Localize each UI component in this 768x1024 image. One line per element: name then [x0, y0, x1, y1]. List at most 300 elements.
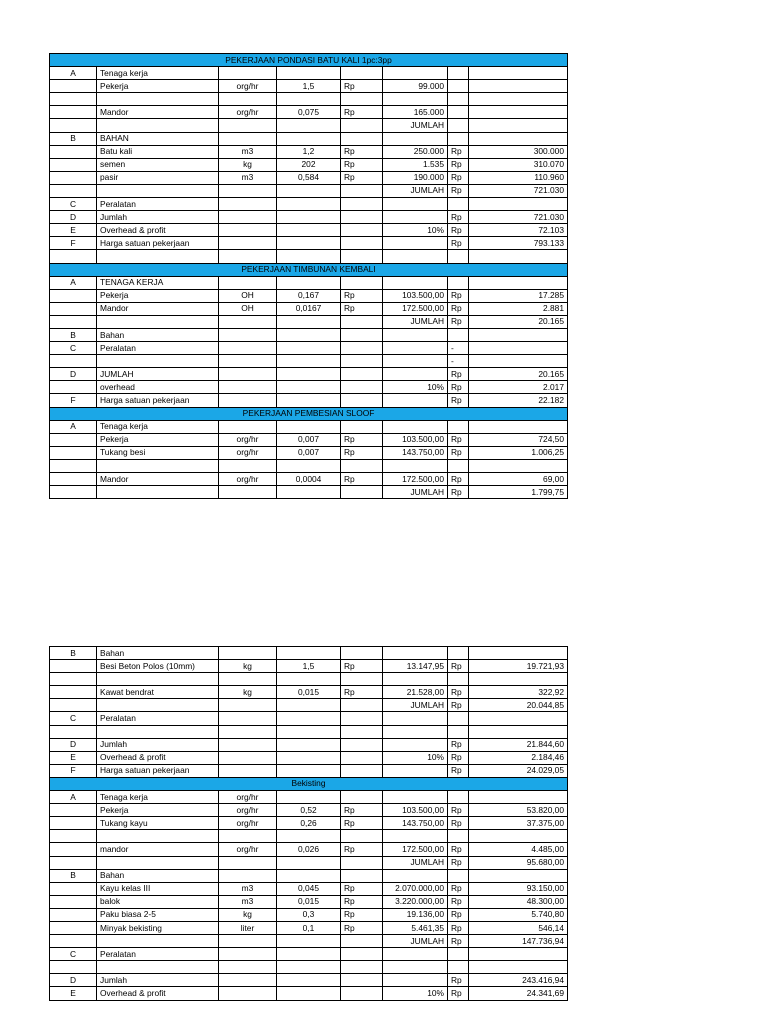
- table-cell[interactable]: [277, 184, 341, 197]
- table-cell[interactable]: [277, 673, 341, 686]
- table-cell[interactable]: B: [50, 132, 97, 145]
- table-cell[interactable]: [448, 869, 469, 882]
- table-cell[interactable]: A: [50, 67, 97, 80]
- table-cell[interactable]: [341, 394, 383, 407]
- table-cell[interactable]: JUMLAH: [97, 368, 219, 381]
- table-cell[interactable]: [50, 686, 97, 699]
- table-cell[interactable]: [50, 908, 97, 921]
- table-cell[interactable]: Harga satuan pekerjaan: [97, 237, 219, 250]
- table-cell[interactable]: Harga satuan pekerjaan: [97, 394, 219, 407]
- table-cell[interactable]: org/hr: [219, 473, 277, 486]
- table-cell[interactable]: [341, 830, 383, 843]
- table-cell[interactable]: 250.000: [383, 145, 448, 158]
- table-cell[interactable]: B: [50, 647, 97, 660]
- table-cell[interactable]: Peralatan: [97, 342, 219, 355]
- table-cell[interactable]: Tukang kayu: [97, 817, 219, 830]
- table-cell[interactable]: 0,3: [277, 908, 341, 921]
- table-cell[interactable]: [50, 459, 97, 472]
- table-cell[interactable]: 721.030: [469, 184, 568, 197]
- table-cell[interactable]: [469, 830, 568, 843]
- table-cell[interactable]: 0,007: [277, 446, 341, 459]
- table-cell[interactable]: Rp: [341, 446, 383, 459]
- table-cell[interactable]: [50, 473, 97, 486]
- table-cell[interactable]: Rp: [341, 817, 383, 830]
- table-cell[interactable]: Rp: [448, 882, 469, 895]
- table-cell[interactable]: Jumlah: [97, 211, 219, 224]
- table-cell[interactable]: [383, 342, 448, 355]
- table-cell[interactable]: [383, 738, 448, 751]
- section-header[interactable]: Bekisting: [50, 777, 568, 790]
- table-cell[interactable]: [277, 381, 341, 394]
- table-cell[interactable]: [469, 961, 568, 974]
- table-cell[interactable]: [448, 106, 469, 119]
- table-cell[interactable]: [341, 791, 383, 804]
- table-cell[interactable]: [277, 224, 341, 237]
- table-cell[interactable]: D: [50, 738, 97, 751]
- table-cell[interactable]: Rp: [341, 145, 383, 158]
- table-cell[interactable]: [50, 119, 97, 132]
- table-cell[interactable]: [277, 961, 341, 974]
- table-cell[interactable]: 10%: [383, 987, 448, 1000]
- table-cell[interactable]: [219, 987, 277, 1000]
- table-cell[interactable]: [383, 712, 448, 725]
- table-cell[interactable]: [341, 948, 383, 961]
- table-cell[interactable]: Jumlah: [97, 738, 219, 751]
- table-cell[interactable]: Overhead & profit: [97, 224, 219, 237]
- table-cell[interactable]: Rp: [448, 751, 469, 764]
- table-cell[interactable]: [277, 974, 341, 987]
- table-cell[interactable]: [277, 869, 341, 882]
- table-cell[interactable]: 20.044,85: [469, 699, 568, 712]
- table-cell[interactable]: Rp: [448, 368, 469, 381]
- section-header[interactable]: PEKERJAAN PEMBESIAN SLOOF: [50, 407, 568, 420]
- table-cell[interactable]: [341, 420, 383, 433]
- table-cell[interactable]: Rp: [448, 145, 469, 158]
- table-cell[interactable]: [448, 791, 469, 804]
- table-cell[interactable]: [219, 673, 277, 686]
- table-cell[interactable]: [277, 342, 341, 355]
- table-cell[interactable]: 172.500,00: [383, 843, 448, 856]
- table-cell[interactable]: 37.375,00: [469, 817, 568, 830]
- table-cell[interactable]: [341, 355, 383, 368]
- table-cell[interactable]: Rp: [448, 473, 469, 486]
- table-cell[interactable]: Rp: [341, 895, 383, 908]
- table-cell[interactable]: 21.528,00: [383, 686, 448, 699]
- table-cell[interactable]: [469, 355, 568, 368]
- table-cell[interactable]: [469, 67, 568, 80]
- table-cell[interactable]: 103.500,00: [383, 804, 448, 817]
- table-cell[interactable]: [277, 830, 341, 843]
- table-cell[interactable]: -: [448, 355, 469, 368]
- table-cell[interactable]: Rp: [448, 804, 469, 817]
- table-cell[interactable]: [219, 119, 277, 132]
- table-cell[interactable]: [50, 355, 97, 368]
- table-cell[interactable]: [277, 394, 341, 407]
- table-cell[interactable]: 19.136,00: [383, 908, 448, 921]
- table-cell[interactable]: org/hr: [219, 843, 277, 856]
- table-cell[interactable]: [219, 961, 277, 974]
- table-cell[interactable]: Rp: [448, 158, 469, 171]
- table-cell[interactable]: 1,5: [277, 80, 341, 93]
- table-cell[interactable]: Rp: [448, 987, 469, 1000]
- table-cell[interactable]: Rp: [448, 446, 469, 459]
- table-cell[interactable]: [448, 712, 469, 725]
- table-cell[interactable]: BAHAN: [97, 132, 219, 145]
- table-cell[interactable]: [97, 699, 219, 712]
- section-header[interactable]: PEKERJAAN PONDASI BATU KALI 1pc:3pp: [50, 54, 568, 67]
- table-cell[interactable]: [277, 132, 341, 145]
- table-cell[interactable]: [383, 355, 448, 368]
- table-cell[interactable]: org/hr: [219, 106, 277, 119]
- table-cell[interactable]: org/hr: [219, 817, 277, 830]
- table-cell[interactable]: [341, 974, 383, 987]
- table-cell[interactable]: Jumlah: [97, 974, 219, 987]
- table-cell[interactable]: Rp: [448, 433, 469, 446]
- table-cell[interactable]: 3.220.000,00: [383, 895, 448, 908]
- table-cell[interactable]: [277, 935, 341, 948]
- table-cell[interactable]: [219, 751, 277, 764]
- table-cell[interactable]: [97, 673, 219, 686]
- table-cell[interactable]: Rp: [448, 171, 469, 184]
- table-cell[interactable]: Rp: [448, 817, 469, 830]
- table-cell[interactable]: 48.300,00: [469, 895, 568, 908]
- table-cell[interactable]: 103.500,00: [383, 433, 448, 446]
- table-cell[interactable]: [448, 250, 469, 263]
- table-cell[interactable]: [469, 276, 568, 289]
- table-cell[interactable]: kg: [219, 686, 277, 699]
- table-cell[interactable]: [50, 106, 97, 119]
- table-cell[interactable]: [219, 237, 277, 250]
- table-cell[interactable]: [341, 459, 383, 472]
- table-cell[interactable]: [341, 315, 383, 328]
- table-cell[interactable]: 10%: [383, 751, 448, 764]
- table-cell[interactable]: [448, 830, 469, 843]
- table-cell[interactable]: 2.070.000,00: [383, 882, 448, 895]
- table-cell[interactable]: kg: [219, 908, 277, 921]
- table-cell[interactable]: Rp: [448, 381, 469, 394]
- table-cell[interactable]: [219, 184, 277, 197]
- table-cell[interactable]: [469, 948, 568, 961]
- table-cell[interactable]: [277, 948, 341, 961]
- table-cell[interactable]: Overhead & profit: [97, 987, 219, 1000]
- table-cell[interactable]: [383, 250, 448, 263]
- table-cell[interactable]: [383, 869, 448, 882]
- table-cell[interactable]: [219, 342, 277, 355]
- table-cell[interactable]: 165.000: [383, 106, 448, 119]
- table-cell[interactable]: org/hr: [219, 446, 277, 459]
- table-cell[interactable]: [383, 791, 448, 804]
- table-cell[interactable]: Minyak bekisting: [97, 921, 219, 934]
- table-cell[interactable]: 0,0167: [277, 302, 341, 315]
- table-cell[interactable]: 19.721,93: [469, 660, 568, 673]
- table-cell[interactable]: [277, 355, 341, 368]
- table-cell[interactable]: [277, 420, 341, 433]
- table-cell[interactable]: [383, 237, 448, 250]
- table-cell[interactable]: Tukang besi: [97, 446, 219, 459]
- table-cell[interactable]: 93.150,00: [469, 882, 568, 895]
- table-cell[interactable]: Rp: [448, 686, 469, 699]
- table-cell[interactable]: Rp: [341, 289, 383, 302]
- table-cell[interactable]: Rp: [448, 224, 469, 237]
- table-cell[interactable]: [469, 80, 568, 93]
- table-cell[interactable]: A: [50, 791, 97, 804]
- table-cell[interactable]: [448, 420, 469, 433]
- table-cell[interactable]: 0,584: [277, 171, 341, 184]
- table-cell[interactable]: [448, 673, 469, 686]
- table-cell[interactable]: [277, 276, 341, 289]
- table-cell[interactable]: [50, 895, 97, 908]
- table-cell[interactable]: 2.881: [469, 302, 568, 315]
- table-cell[interactable]: Mandor: [97, 302, 219, 315]
- table-cell[interactable]: [341, 67, 383, 80]
- table-cell[interactable]: [448, 725, 469, 738]
- table-cell[interactable]: Rp: [448, 764, 469, 777]
- table-cell[interactable]: [448, 276, 469, 289]
- table-cell[interactable]: [50, 843, 97, 856]
- table-cell[interactable]: [383, 961, 448, 974]
- table-cell[interactable]: Rp: [448, 660, 469, 673]
- table-cell[interactable]: [219, 647, 277, 660]
- table-cell[interactable]: [383, 67, 448, 80]
- table-cell[interactable]: [219, 93, 277, 106]
- table-cell[interactable]: [341, 738, 383, 751]
- table-cell[interactable]: m3: [219, 882, 277, 895]
- table-cell[interactable]: 20.165: [469, 315, 568, 328]
- table-cell[interactable]: [448, 948, 469, 961]
- table-cell[interactable]: [277, 67, 341, 80]
- table-cell[interactable]: E: [50, 751, 97, 764]
- table-cell[interactable]: Rp: [341, 908, 383, 921]
- table-cell[interactable]: Pekerja: [97, 433, 219, 446]
- table-cell[interactable]: [277, 315, 341, 328]
- table-cell[interactable]: Peralatan: [97, 948, 219, 961]
- table-cell[interactable]: Bahan: [97, 869, 219, 882]
- table-cell[interactable]: [277, 237, 341, 250]
- table-cell[interactable]: 0,015: [277, 895, 341, 908]
- table-cell[interactable]: 0,26: [277, 817, 341, 830]
- table-cell[interactable]: [341, 328, 383, 341]
- table-cell[interactable]: [383, 974, 448, 987]
- table-cell[interactable]: [219, 764, 277, 777]
- table-cell[interactable]: [219, 459, 277, 472]
- table-cell[interactable]: Rp: [448, 856, 469, 869]
- table-cell[interactable]: m3: [219, 145, 277, 158]
- table-cell[interactable]: 13.147,95: [383, 660, 448, 673]
- table-cell[interactable]: [219, 948, 277, 961]
- table-cell[interactable]: Rp: [341, 433, 383, 446]
- table-cell[interactable]: Rp: [448, 895, 469, 908]
- table-cell[interactable]: [341, 935, 383, 948]
- table-cell[interactable]: [50, 673, 97, 686]
- table-cell[interactable]: Tenaga kerja: [97, 420, 219, 433]
- table-cell[interactable]: [219, 725, 277, 738]
- table-cell[interactable]: mandor: [97, 843, 219, 856]
- table-cell[interactable]: [97, 830, 219, 843]
- table-cell[interactable]: [469, 791, 568, 804]
- table-cell[interactable]: [277, 486, 341, 499]
- table-cell[interactable]: [341, 276, 383, 289]
- table-cell[interactable]: [219, 368, 277, 381]
- table-cell[interactable]: Rp: [341, 843, 383, 856]
- table-cell[interactable]: 0,015: [277, 686, 341, 699]
- table-cell[interactable]: 1,2: [277, 145, 341, 158]
- table-cell[interactable]: 20.165: [469, 368, 568, 381]
- table-cell[interactable]: 0,1: [277, 921, 341, 934]
- table-cell[interactable]: [219, 974, 277, 987]
- table-cell[interactable]: Batu kali: [97, 145, 219, 158]
- table-cell[interactable]: [50, 817, 97, 830]
- table-cell[interactable]: [341, 699, 383, 712]
- table-cell[interactable]: 202: [277, 158, 341, 171]
- table-cell[interactable]: Rp: [448, 908, 469, 921]
- section-header[interactable]: PEKERJAAN TIMBUNAN KEMBALI: [50, 263, 568, 276]
- table-cell[interactable]: m3: [219, 895, 277, 908]
- table-cell[interactable]: [97, 355, 219, 368]
- table-cell[interactable]: [97, 315, 219, 328]
- table-cell[interactable]: org/hr: [219, 433, 277, 446]
- table-cell[interactable]: [277, 751, 341, 764]
- table-cell[interactable]: E: [50, 987, 97, 1000]
- table-cell[interactable]: JUMLAH: [383, 486, 448, 499]
- table-cell[interactable]: kg: [219, 660, 277, 673]
- table-cell[interactable]: [277, 791, 341, 804]
- table-cell[interactable]: [219, 315, 277, 328]
- table-cell[interactable]: Rp: [448, 211, 469, 224]
- table-cell[interactable]: Overhead & profit: [97, 751, 219, 764]
- table-cell[interactable]: [341, 961, 383, 974]
- table-cell[interactable]: [219, 699, 277, 712]
- table-cell[interactable]: 0,026: [277, 843, 341, 856]
- table-cell[interactable]: [469, 647, 568, 660]
- table-cell[interactable]: [50, 830, 97, 843]
- table-cell[interactable]: [219, 250, 277, 263]
- table-cell[interactable]: [469, 725, 568, 738]
- table-cell[interactable]: [219, 712, 277, 725]
- table-cell[interactable]: Rp: [448, 315, 469, 328]
- table-cell[interactable]: Rp: [448, 237, 469, 250]
- table-cell[interactable]: [50, 250, 97, 263]
- table-cell[interactable]: Rp: [341, 158, 383, 171]
- table-cell[interactable]: JUMLAH: [383, 119, 448, 132]
- table-cell[interactable]: [341, 647, 383, 660]
- table-cell[interactable]: [341, 198, 383, 211]
- table-cell[interactable]: Kayu kelas III: [97, 882, 219, 895]
- table-cell[interactable]: 2.184,46: [469, 751, 568, 764]
- table-cell[interactable]: Rp: [448, 921, 469, 934]
- table-cell[interactable]: 143.750,00: [383, 817, 448, 830]
- table-cell[interactable]: JUMLAH: [383, 935, 448, 948]
- table-cell[interactable]: [448, 67, 469, 80]
- table-cell[interactable]: Bahan: [97, 647, 219, 660]
- table-cell[interactable]: Pekerja: [97, 289, 219, 302]
- table-cell[interactable]: [383, 328, 448, 341]
- table-cell[interactable]: [219, 224, 277, 237]
- table-cell[interactable]: [469, 250, 568, 263]
- table-cell[interactable]: [383, 132, 448, 145]
- table-cell[interactable]: [448, 328, 469, 341]
- table-cell[interactable]: 5.740,80: [469, 908, 568, 921]
- table-cell[interactable]: Kawat bendrat: [97, 686, 219, 699]
- table-cell[interactable]: [97, 856, 219, 869]
- table-cell[interactable]: [50, 486, 97, 499]
- table-cell[interactable]: [341, 132, 383, 145]
- table-cell[interactable]: [97, 961, 219, 974]
- table-cell[interactable]: [448, 93, 469, 106]
- table-cell[interactable]: [50, 935, 97, 948]
- table-cell[interactable]: C: [50, 948, 97, 961]
- table-cell[interactable]: 99.000: [383, 80, 448, 93]
- table-cell[interactable]: 1.006,25: [469, 446, 568, 459]
- table-cell[interactable]: Rp: [448, 289, 469, 302]
- table-cell[interactable]: [50, 660, 97, 673]
- table-cell[interactable]: 172.500,00: [383, 473, 448, 486]
- table-cell[interactable]: 724,50: [469, 433, 568, 446]
- table-cell[interactable]: [50, 315, 97, 328]
- table-cell[interactable]: 147.736,94: [469, 935, 568, 948]
- table-cell[interactable]: Peralatan: [97, 198, 219, 211]
- table-cell[interactable]: C: [50, 342, 97, 355]
- table-cell[interactable]: [448, 132, 469, 145]
- table-cell[interactable]: [448, 119, 469, 132]
- table-cell[interactable]: [469, 119, 568, 132]
- table-cell[interactable]: pasir: [97, 171, 219, 184]
- table-cell[interactable]: [50, 80, 97, 93]
- table-cell[interactable]: [277, 856, 341, 869]
- table-cell[interactable]: 69,00: [469, 473, 568, 486]
- table-cell[interactable]: [97, 184, 219, 197]
- table-cell[interactable]: [383, 420, 448, 433]
- table-cell[interactable]: 72.103: [469, 224, 568, 237]
- table-cell[interactable]: [469, 93, 568, 106]
- table-cell[interactable]: [97, 459, 219, 472]
- table-cell[interactable]: F: [50, 237, 97, 250]
- table-cell[interactable]: [277, 119, 341, 132]
- table-cell[interactable]: [448, 198, 469, 211]
- table-cell[interactable]: Rp: [448, 184, 469, 197]
- table-cell[interactable]: 0,0004: [277, 473, 341, 486]
- table-cell[interactable]: [277, 738, 341, 751]
- table-cell[interactable]: [97, 250, 219, 263]
- table-cell[interactable]: [277, 368, 341, 381]
- table-cell[interactable]: A: [50, 276, 97, 289]
- table-cell[interactable]: 103.500,00: [383, 289, 448, 302]
- table-cell[interactable]: [469, 420, 568, 433]
- table-cell[interactable]: 24.341,69: [469, 987, 568, 1000]
- table-cell[interactable]: [469, 869, 568, 882]
- table-cell[interactable]: [219, 394, 277, 407]
- table-cell[interactable]: F: [50, 764, 97, 777]
- table-cell[interactable]: [469, 132, 568, 145]
- table-cell[interactable]: 22.182: [469, 394, 568, 407]
- table-cell[interactable]: 10%: [383, 224, 448, 237]
- table-cell[interactable]: JUMLAH: [383, 184, 448, 197]
- table-cell[interactable]: 0,167: [277, 289, 341, 302]
- table-cell[interactable]: B: [50, 869, 97, 882]
- table-cell[interactable]: [469, 198, 568, 211]
- table-cell[interactable]: [277, 725, 341, 738]
- table-cell[interactable]: 17.285: [469, 289, 568, 302]
- table-cell[interactable]: Pekerja: [97, 804, 219, 817]
- table-cell[interactable]: 1.799,75: [469, 486, 568, 499]
- table-cell[interactable]: Peralatan: [97, 712, 219, 725]
- table-cell[interactable]: [219, 486, 277, 499]
- table-cell[interactable]: m3: [219, 171, 277, 184]
- table-cell[interactable]: [219, 355, 277, 368]
- table-cell[interactable]: [219, 328, 277, 341]
- table-cell[interactable]: [383, 948, 448, 961]
- table-cell[interactable]: [341, 342, 383, 355]
- table-cell[interactable]: 24.029,05: [469, 764, 568, 777]
